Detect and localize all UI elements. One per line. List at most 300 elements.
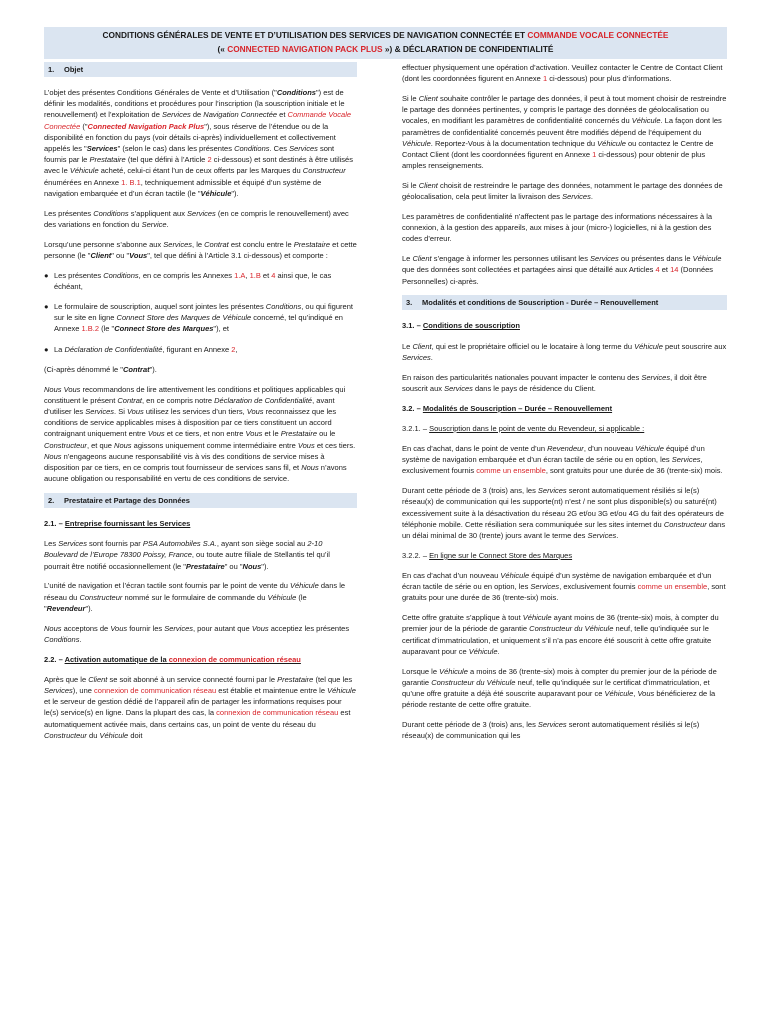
text-run: Prestataire [185, 561, 225, 571]
text-run: Véhicule [692, 254, 722, 264]
text-run: , exclusivement fournis [559, 582, 638, 592]
text-run: Contrat [122, 364, 150, 374]
text-run: , exclusivement fournis [402, 455, 703, 476]
text-run: 1.B [249, 270, 261, 280]
text-run: Connect Store des Marques de Véhicule [116, 313, 252, 323]
paragraph [402, 666, 727, 711]
text-run: Vous [129, 250, 148, 260]
text-run: , pour autant que [193, 623, 252, 633]
text-run: ci-dessous) et sont destinés à être utilisés avec le [44, 155, 353, 176]
text-run: 2-10 Boulevard de l’Europe 78300 Poissy, France [44, 539, 323, 560]
text-run: Services [85, 407, 115, 417]
text-run: dans le réseau du [44, 581, 346, 602]
text-run: Le [402, 341, 413, 351]
text-run: Services [163, 239, 193, 249]
text-run: "). [85, 603, 93, 613]
text-run: CONNECTED NAVIGATION PACK PLUS [227, 43, 383, 54]
text-run: Services [537, 720, 567, 730]
text-run: Nous [242, 561, 262, 571]
paragraph [44, 623, 357, 645]
paragraph [402, 719, 727, 741]
text-run: connexion de communication réseau [216, 708, 339, 718]
subsection-title [423, 404, 612, 413]
text-run: " ou " [111, 250, 130, 260]
text-run: En raison des particularités nationales pouvant impacter le contenu des [402, 372, 642, 382]
text-run: , techniquement admissible et équipé d’un système de navigation embarquée et d’un écran tactile (le " [44, 177, 322, 198]
text-run: Client [412, 254, 432, 264]
text-run: équipé d’un système de navigation embarquée et d’un écran tactile de série ou en option, les [402, 571, 712, 592]
text-run: (" [80, 121, 88, 131]
text-run: Véhicule [200, 188, 232, 198]
text-run: 2 [207, 155, 212, 165]
section-title: Objet [64, 65, 84, 74]
text-run: Les paramètres de confidentialité n’affectent pas le partage des informations nécessaires à la connexion, à la gestion des appareils, aux mises à jour (micro-) logicielles, ni à la gestion des codes d’erreur. [402, 212, 713, 244]
text-run: Déclaration de Confidentialité [64, 344, 163, 354]
paragraph [44, 580, 357, 614]
text-run: ci-dessous) pour obtenir de plus amples renseignements. [402, 150, 706, 171]
text-run: La [54, 344, 65, 354]
bullet-item [44, 270, 357, 292]
text-run: (tel que les [313, 674, 353, 684]
text-run: 1. B.1 [121, 177, 141, 187]
sub-subsection-heading [402, 550, 727, 561]
text-run: (tel que défini à l’Article [125, 155, 208, 165]
text-run: L’unité de navigation et l’écran tactile sont fournis par le point de vente du [44, 581, 290, 591]
text-run: Véhicule [634, 341, 663, 351]
text-run: Déclaration de Confidentialité [214, 395, 313, 405]
text-run: ou le [317, 429, 336, 439]
bullet-icon: ● [44, 302, 49, 312]
text-run: doit [128, 730, 143, 740]
text-run: énumérées en Annexe [44, 177, 122, 187]
text-run: Constructeur du Véhicule [529, 624, 614, 634]
text-run: Conditions [265, 302, 302, 312]
text-run: Services [590, 254, 619, 264]
text-run: Constructeur du Véhicule [431, 677, 516, 687]
subsection-number: 3.2. – [402, 403, 423, 413]
text-run: . [166, 219, 169, 229]
subsection-heading [402, 320, 727, 331]
text-run: , et que [86, 440, 115, 450]
text-run: . Ces [269, 144, 290, 154]
text-run: seront automatiquement résiliés si le(s) réseau(x) de communication qui les [402, 720, 700, 741]
text-run: En cas d’achat d’un nouveau [402, 571, 501, 581]
text-run: et le serveur de gestion dédié de l’appareil afin de partager les informations requises pour le(s) service(s) en ligne. Dans la plupart des cas, la [44, 697, 342, 718]
text-run: ") est de définir les modalités, conditions et procédures pour l’inscription (la souscription initiale et le renouvellement) et l’exploitation de [44, 88, 345, 120]
text-run: Souscription dans le point de vente du Revendeur, si applicable : [429, 423, 645, 433]
text-run: souhaite contrôler le partage des données, il peut à tout moment choisir de restreindre le partage des données pertinentes, y compris le partage des données de géolocalisation ou vocales, en modifiant les paramètres de confidentialité concernés du [402, 94, 727, 126]
text-run: Services [187, 208, 216, 218]
text-run: , [235, 344, 238, 354]
text-run: 14 [670, 265, 679, 275]
text-run: Conditions [234, 144, 270, 154]
text-run: Connected Navigation Pack Plus [87, 121, 205, 131]
text-run: du [86, 730, 100, 740]
text-run: , [245, 270, 250, 280]
text-run: En cas d’achat, dans le point de vente d’un [402, 444, 548, 454]
text-run: Constructeur [44, 730, 87, 740]
text-run: Revendeur [547, 444, 584, 454]
text-run: (Ci-après dénommé le " [44, 364, 123, 374]
text-run: et [659, 265, 671, 275]
text-run: et ces tiers. [314, 440, 356, 450]
text-run: , [633, 689, 638, 699]
text-run: Nous [44, 451, 62, 461]
text-run: Lorsqu’une personne s’abonne aux [44, 239, 164, 249]
text-run: 4 [271, 270, 276, 280]
text-run: ou présentes dans le [618, 254, 693, 264]
text-run: "), sous réserve de l’étendue ou de la disponibilité en fonction du pays (voir détails ci-après) individuellement et collectivement appelés les " [44, 121, 336, 154]
text-run: Véhicule [69, 166, 99, 176]
text-run: Durant cette période de 3 (trois) ans, les [402, 486, 538, 496]
text-run: Constructeur [79, 592, 123, 602]
subsection-number: 3.2.2. – [402, 550, 430, 560]
text-run: Entreprise fournissant les Services [64, 519, 191, 529]
text-run: 1 [542, 74, 548, 84]
paragraph [402, 253, 727, 287]
text-run: et [260, 270, 272, 280]
text-run: Si le [402, 94, 419, 103]
paragraph [402, 180, 727, 202]
text-run: (en ce compris le renouvellement) avec des variations en fonction du [44, 208, 349, 229]
subsection-title [65, 655, 301, 664]
text-run: agissons uniquement comme intermédiaire entre [131, 440, 298, 450]
section-heading [44, 62, 357, 77]
text-run: Commande Vocale Connectée [44, 110, 352, 131]
text-run: (le " [99, 324, 115, 334]
text-run: dans un délai minimal de 30 (trente) jours avant le terme des [402, 519, 726, 541]
text-run: comme un ensemble [637, 582, 708, 592]
subsection-number: 2.2. – [44, 654, 65, 664]
subsection-title [65, 519, 190, 528]
text-run: , en ce compris notre [142, 395, 215, 405]
text-run: Client [90, 250, 112, 260]
text-run: Vous [297, 440, 315, 450]
text-run: Prestataire [293, 239, 331, 249]
text-run: COMMANDE VOCALE CONNECTÉE [527, 30, 669, 40]
text-run: utilisez les services d’un tiers, [143, 407, 247, 417]
text-run: Véhicule [402, 138, 431, 148]
text-run: Conditions [93, 208, 129, 218]
text-run: et ce tiers, et non entre [164, 429, 246, 439]
text-run: Connect Store des Marques [114, 324, 214, 334]
text-run: et le [262, 429, 281, 439]
text-run: , qui est le propriétaire officiel ou le locataire à long terme du [431, 341, 635, 351]
text-run: Vous [147, 429, 165, 439]
text-run: Services [162, 110, 191, 120]
text-run: Véhicule [604, 689, 634, 699]
text-run: Services [58, 539, 87, 549]
text-run: "). [231, 188, 239, 198]
text-run: Conditions [44, 634, 80, 644]
text-run: (« [217, 43, 228, 54]
text-run: ») & DÉCLARATION DE CONFIDENTIALITÉ [382, 43, 554, 54]
text-run: Services [402, 352, 431, 362]
text-run: , d’un nouveau [583, 444, 636, 454]
text-run: "). [261, 561, 269, 571]
section-number: 3. [406, 298, 413, 308]
text-run: Client [412, 341, 432, 351]
bullet-item [44, 344, 357, 355]
paragraph [402, 341, 727, 363]
text-run: Services [671, 455, 701, 465]
text-run: 1 [592, 150, 597, 160]
bullet-item [44, 301, 357, 335]
text-run: Prestataire [280, 429, 317, 439]
text-run: 1.B.2 [81, 324, 100, 334]
text-run: Vous [126, 407, 144, 417]
text-run: Prestataire [89, 155, 126, 165]
text-run: Véhicule [290, 581, 319, 591]
text-run: nommé sur le formulaire de commande du [122, 592, 268, 602]
document-title [44, 27, 727, 59]
text-run: Lorsque le [402, 666, 440, 676]
text-run: "), et [213, 324, 230, 334]
text-run: Le formulaire de souscription, auquel sont jointes les présentes [54, 302, 266, 312]
paragraph [402, 443, 727, 477]
right-column [402, 62, 727, 750]
text-run: neuf, telle qu’indiquée sur le certificat d’immatriculation, et uniquement s’il n’a pas encore été souscrit à cette offre gratuite auparavant pour ce [402, 624, 712, 656]
text-run: , le [192, 239, 205, 249]
text-run: Contrat [204, 239, 229, 249]
text-run: , sont gratuits pour une durée de 36 (trente-six) mois. [545, 466, 723, 476]
text-run: Vous [246, 407, 264, 417]
text-run: Services [562, 192, 591, 202]
text-run: , avant d’utiliser les [44, 395, 335, 417]
text-run: a moins de 36 (trente-six) mois à compter du premier jour de la période de garantie [402, 666, 717, 687]
text-run: ou contactez le Centre de Contact Client (dont les coordonnées figurent en Annexe [402, 138, 714, 160]
text-run: . [616, 531, 619, 541]
text-run: Constructeur [44, 440, 87, 450]
text-run: Constructeur [302, 166, 346, 176]
text-run: reconnaissez que les conditions de service applicables mises à disposition par ce tiers constituent un accord contraignant uniquement entre [44, 407, 337, 439]
text-run: n’avons aucune obligation ou responsabilité en vertu de ces conditions de service. [44, 463, 347, 484]
section-heading [402, 295, 727, 310]
subsection-title [423, 321, 520, 330]
text-run: . [590, 192, 593, 202]
text-run: sont fournis par [86, 539, 143, 549]
text-run: CONDITIONS GÉNÉRALES DE VENTE ET D’UTILISATION DES SERVICES DE NAVIGATION CONNECTÉE ET [102, 30, 528, 40]
text-run: Services [537, 486, 567, 496]
text-run: Services [86, 144, 118, 154]
text-run: . [430, 352, 433, 362]
section-number: 1. [48, 65, 55, 74]
subsection-number: 2.1. – [44, 519, 65, 529]
text-run: concerné, tel qu’indiqué en Annexe [54, 313, 343, 334]
subsection-title [429, 551, 572, 560]
sub-subsection-heading [402, 423, 727, 434]
text-run: , ayant son siège social au [216, 539, 308, 549]
text-run: Services [530, 582, 560, 592]
text-run: Véhicule [468, 646, 498, 656]
subsection-heading [402, 403, 727, 414]
text-run: Services [289, 144, 318, 154]
text-run: Les présentes [54, 270, 104, 280]
text-run: , ou toute autre filiale de Stellantis tel qu’il pourrait être notifié occasionnellement (le " [44, 550, 330, 571]
text-run: connexion de communication réseau [168, 654, 301, 664]
text-run: . [79, 634, 82, 644]
subsection-title [429, 424, 644, 433]
text-run: ", tel que défini à l’Article 3.1 ci-dessous) et comporte : [147, 250, 328, 260]
text-run: Le [402, 254, 413, 264]
paragraph [44, 384, 357, 485]
text-run: Service [141, 219, 167, 229]
text-run: Services [164, 623, 194, 633]
text-run: ), une [72, 686, 95, 696]
text-run: . Reportez-Vous à la documentation technique du [430, 138, 598, 148]
text-run: Nous [114, 440, 132, 450]
text-run: , ou qui figurent sur le site en ligne [54, 302, 353, 323]
text-run: , sont gratuits pour une durée de 36 (trente-six) mois. [402, 582, 726, 603]
text-run: Vous [245, 429, 263, 439]
text-run: acceptons de [61, 623, 111, 633]
section-heading [44, 493, 357, 508]
text-run: Vous [251, 623, 269, 633]
text-run: et cette personne (le " [44, 239, 357, 260]
text-run: choisit de restreindre le partage des données, notamment le partage des données de géolocalisation, cela peut limiter la livraison des [402, 181, 723, 202]
text-run: . Si [114, 407, 127, 417]
text-run: Services [444, 383, 473, 393]
subsection-number: 3.1. – [402, 321, 423, 331]
text-run: se soit abonné à un service connecté fourni par le [107, 674, 278, 684]
paragraph [44, 87, 357, 199]
text-run: (Données Personnelles) ci-après. [402, 265, 714, 286]
paragraph [402, 93, 727, 171]
text-run: Prestataire [277, 674, 314, 684]
text-run: , il doit être souscrit aux [402, 372, 707, 393]
text-run: acceptiez les présentes [268, 623, 350, 633]
text-run: Services [641, 372, 671, 382]
paragraph [402, 570, 727, 604]
left-column [44, 62, 357, 750]
text-run: sont fournis par le [44, 144, 335, 165]
text-run: peut souscrire aux [662, 341, 727, 351]
text-run: Services [587, 531, 617, 541]
text-run: connexion de communication réseau [94, 686, 217, 696]
subsection-heading [44, 518, 357, 529]
text-run: Après que le [44, 674, 89, 684]
text-run: Vous [637, 689, 655, 699]
text-run: , en ce compris les Annexes [138, 270, 235, 280]
paragraph [44, 208, 357, 230]
text-run: Conditions [103, 270, 139, 280]
text-run: Navigation Connectée [203, 110, 278, 120]
paragraph [44, 239, 357, 261]
paragraph [402, 612, 727, 657]
text-run: comme un ensemble [476, 466, 546, 476]
paragraph [44, 538, 357, 572]
text-run: Constructeur [663, 519, 707, 529]
text-run: Vous [110, 623, 128, 633]
bullet-icon: ● [44, 344, 49, 354]
text-run: équipé d’un système de navigation embarquée et d’un écran tactile de série ou en option, les [402, 444, 705, 465]
text-run: Véhicule [439, 666, 468, 676]
text-run: , figurant en Annexe [162, 344, 232, 354]
text-run: . La façon dont les paramètres de confidentialité concernés peuvent être modifiés dépend de l’équipement du [402, 116, 722, 137]
bullet-icon: ● [44, 270, 49, 280]
text-run: recommandons de lire attentivement les conditions et politiques applicables qui constituent le présent [44, 384, 346, 405]
text-run: Durant cette période de 3 (trois) ans, les [402, 720, 538, 730]
text-run: ainsi que, le cas échéant, [54, 270, 332, 291]
section-title: Modalités et conditions de Souscription - Durée – Renouvellement [422, 298, 659, 308]
text-run: de [190, 110, 204, 120]
paragraph [402, 372, 727, 394]
text-run: Client [418, 181, 438, 191]
text-run: Véhicule [267, 592, 297, 602]
paragraph [402, 62, 727, 84]
text-run: Véhicule [522, 613, 552, 623]
text-run: Revendeur [46, 603, 86, 613]
paragraph [402, 485, 727, 541]
text-run: Véhicule [635, 444, 664, 454]
text-run: En ligne sur le Connect Store des Marques [429, 550, 573, 560]
text-run: Véhicule [99, 730, 129, 740]
text-run: Conditions de souscription [422, 321, 520, 331]
text-run: Client [418, 94, 438, 103]
text-run: et [277, 110, 288, 120]
text-run: "). [149, 364, 157, 374]
text-run: Nous [44, 623, 62, 633]
text-run: " (selon le cas) dans les présentes [117, 144, 235, 154]
text-run: est établie et maintenue entre le [216, 686, 328, 696]
paragraph [44, 364, 357, 375]
text-run: Véhicule [597, 138, 626, 148]
text-run: ci-dessous) pour plus d’informations. [547, 74, 672, 84]
text-run: bénéficierez de la période restante de cette offre gratuite. [402, 689, 716, 710]
subsection-heading [44, 654, 357, 665]
text-run: 2 [231, 344, 236, 354]
text-run: n’engageons aucune responsabilité vis à vis des conditions de service mises à disposition par ce tiers, en ce compris tout fournisseur de services sans fil, et [44, 451, 325, 473]
text-run: Client [88, 674, 108, 684]
paragraph [44, 674, 357, 741]
text-run: Nous [301, 463, 319, 473]
section-title: Prestataire et Partage des Données [64, 496, 190, 506]
text-run: Activation automatique de la [64, 654, 169, 664]
text-run: ayant moins de 36 (trente-six) mois, à compter du premier jour de la période de garantie [402, 613, 719, 634]
text-run: Les [44, 539, 59, 549]
subsection-number: 3.2.1. – [402, 423, 430, 433]
text-run: dans le pays de résidence du Client. [472, 383, 596, 393]
text-run: s’engage à informer les personnes utilisant les [431, 254, 591, 264]
text-run: 1.A [234, 270, 246, 280]
text-run: " ou " [224, 561, 243, 571]
text-run: Conditions [276, 88, 316, 97]
text-run: neuf, telle qu’indiquée sur le certificat d’immatriculation, et qu’une offre gratuite a déjà été souscrite auparavant pour ce [402, 677, 710, 699]
text-run: fournir les [127, 623, 165, 633]
title-line-2 [44, 43, 727, 57]
text-run: Véhicule [631, 116, 661, 126]
text-run: (le " [44, 592, 307, 613]
text-run: acheté, celui-ci étant l’un de ceux offerts par les Marques du [98, 166, 303, 176]
text-run: seront automatiquement résiliés si le(s) réseau(x) de communication qui les supporte(nt) n’est / ne sont plus disponible(s) ou saturé(nt) excessivement suite à la désactivation du réseau 2G et/ou 3G et/ou 4G du fait des opérateurs de téléphonie mobile. Cette résiliation sera communiquée sur les sites internet du [402, 486, 724, 529]
text-run: Véhicule [327, 686, 356, 696]
text-run: . [497, 646, 500, 656]
text-run: Cette offre gratuite s’applique à tout [402, 613, 523, 623]
text-run: que des données sont collectées et partagées ainsi que détaillé aux Articles [402, 265, 656, 275]
text-run: Nous Vous [44, 384, 81, 394]
text-run: Modalités de Souscription – Durée – Renouvellement [422, 403, 613, 413]
title-line-1 [44, 29, 727, 43]
paragraph [402, 211, 727, 245]
text-run: Véhicule [500, 571, 530, 581]
text-run: effectuer physiquement une opération d’activation. Veuillez contacter le Centre de Contact Client (dont les coordonnées figurent en Annexe [402, 63, 723, 84]
text-run: PSA Automobiles S.A. [142, 539, 217, 549]
text-run: est automatiquement activée mais, dans certains cas, un point de vente du réseau du [44, 708, 351, 729]
text-run: L’objet des présentes Conditions Générales de Vente et d’Utilisation (" [44, 88, 277, 97]
text-run: s’appliquent aux [128, 208, 188, 218]
section-number: 2. [48, 496, 55, 506]
text-run: Si le [402, 181, 419, 191]
